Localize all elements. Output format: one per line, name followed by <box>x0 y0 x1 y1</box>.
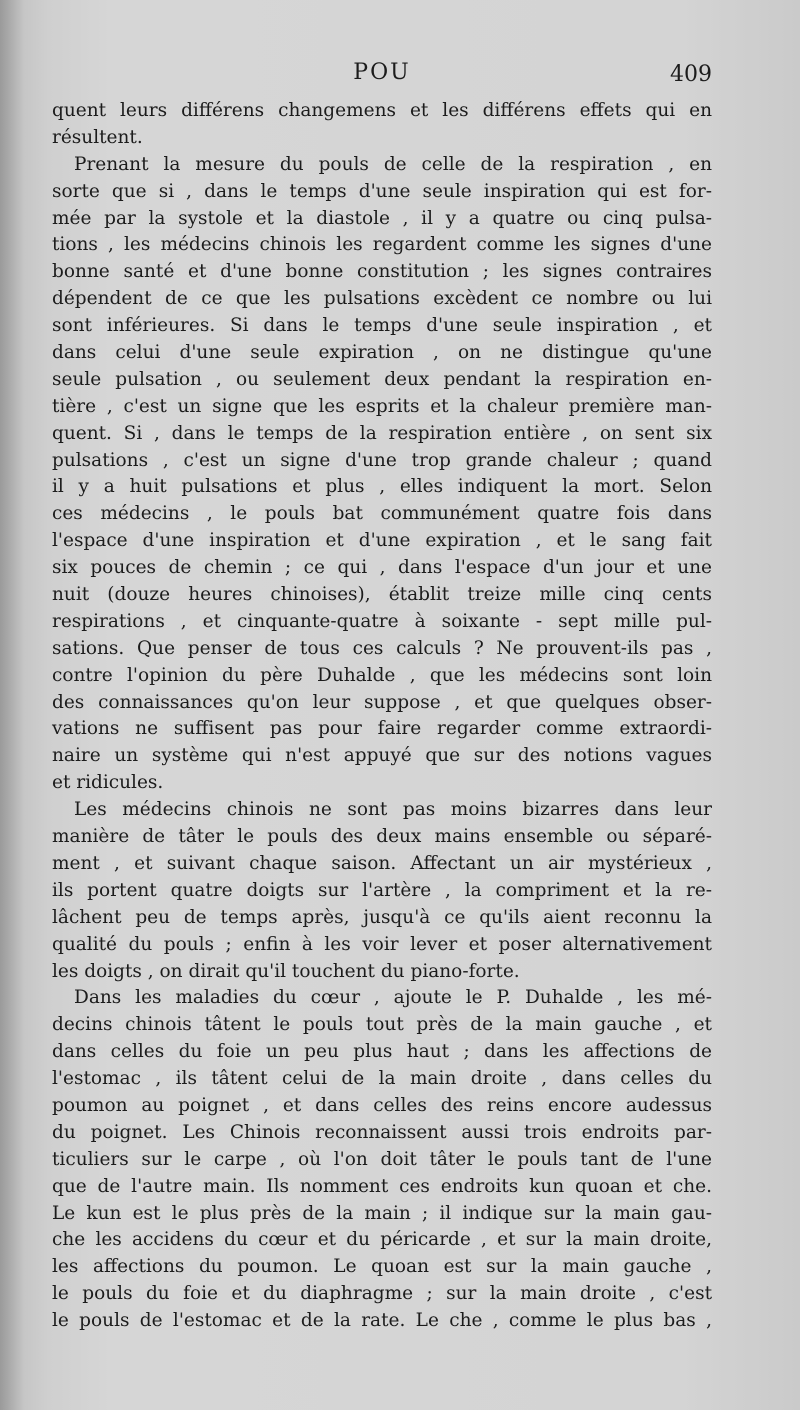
text-line: l'espace d'une inspiration et d'une expiration , et le sang fait <box>52 530 712 552</box>
text-line: que de l'autre main. Ils nomment ces endroits kun quoan et che. <box>52 1175 712 1197</box>
text-line: ment , et suivant chaque saison. Affectant un air mystérieux , <box>52 852 712 874</box>
text-line: le pouls du foie et du diaphragme ; sur la main droite , c'est <box>52 1283 712 1305</box>
text-line: contre l'opinion du père Duhalde , que les médecins sont loin <box>52 664 712 686</box>
text-line: et ridicules. <box>52 772 164 794</box>
text-line: des connaissances qu'on leur suppose , et que quelques obser- <box>52 691 712 713</box>
text-line: du poignet. Les Chinois reconnaissent aussi trois endroits par- <box>52 1121 712 1143</box>
text-line: decins chinois tâtent le pouls tout près de la main gauche , et <box>52 1014 712 1036</box>
text-line: ticuliers sur le carpe , où l'on doit tâter le pouls tant de l'une <box>52 1148 712 1170</box>
text-line: sations. Que penser de tous ces calculs ? Ne prouvent-ils pas , <box>52 637 712 659</box>
text-line: qualité du pouls ; enfin à les voir lever et poser alternativement <box>52 933 712 955</box>
text-line: Dans les maladies du cœur , ajoute le P. Duhalde , les mé- <box>74 987 712 1009</box>
text-line: dans celles du foie un peu plus haut ; dans les affections de <box>52 1041 712 1063</box>
text-line: manière de tâter le pouls des deux mains ensemble ou séparé- <box>52 826 712 848</box>
text-line: sont inférieures. Si dans le temps d'une seule inspiration , et <box>52 315 712 337</box>
text-line: Le kun est le plus près de la main ; il indique sur la main gau- <box>52 1202 712 1224</box>
text-line: six pouces de chemin ; ce qui , dans l'espace d'un jour et une <box>52 557 712 579</box>
text-line: mée par la systole et la diastole , il y a quatre ou cinq pulsa- <box>52 207 712 229</box>
text-line: ces médecins , le pouls bat communément quatre fois dans <box>52 503 712 525</box>
text-line: tière , c'est un signe que les esprits et la chaleur première man- <box>52 395 712 417</box>
text-line: seule pulsation , ou seulement deux pendant la respiration en- <box>52 368 712 390</box>
text-line: tions , les médecins chinois les regardent comme les signes d'une <box>52 234 712 256</box>
page-number: 409 <box>670 62 712 87</box>
text-line: poumon au poignet , et dans celles des reins encore audessus <box>52 1094 712 1116</box>
text-line: respirations , et cinquante-quatre à soixante - sept mille pul- <box>52 610 712 632</box>
text-line: pulsations , c'est un signe d'une trop grande chaleur ; quand <box>52 449 712 471</box>
text-line: quent. Si , dans le temps de la respiration entière , on sent six <box>52 422 712 444</box>
text-line: les doigts , on dirait qu'il touchent du piano-forte. <box>52 960 520 982</box>
text-line: naire un système qui n'est appuyé que sur des notions vagues <box>52 745 712 767</box>
text-line: il y a huit pulsations et plus , elles indiquent la mort. Selon <box>52 476 712 498</box>
text-line: ils portent quatre doigts sur l'artère , la compriment et la re- <box>52 879 712 901</box>
text-line: dans celui d'une seule expiration , on ne distingue qu'une <box>52 342 712 364</box>
text-line: dépendent de ce que les pulsations excèdent ce nombre ou lui <box>52 288 712 310</box>
text-line: sorte que si , dans le temps d'une seule inspiration qui est for- <box>52 180 712 202</box>
text-line: l'estomac , ils tâtent celui de la main droite , dans celles du <box>52 1068 712 1090</box>
running-head <box>52 60 712 94</box>
text-line: quent leurs différens changemens et les différens effets qui en <box>52 100 712 121</box>
text-line: vations ne suffisent pas pour faire regarder comme extraordi- <box>52 718 712 740</box>
running-title: POU <box>353 60 411 85</box>
text-body <box>52 98 712 1335</box>
text-line: le pouls de l'estomac et de la rate. Le che , comme le plus bas , <box>52 1310 712 1332</box>
text-line: les affections du poumon. Le quoan est sur la main gauche , <box>52 1256 712 1278</box>
text-line: bonne santé et d'une bonne constitution ; les signes contraires <box>52 261 712 283</box>
text-line: nuit (douze heures chinoises), établit treize mille cinq cents <box>52 584 712 606</box>
text-line: che les accidens du cœur et du péricarde , et sur la main droite, <box>52 1229 712 1251</box>
text-line: Les médecins chinois ne sont pas moins bizarres dans leur <box>74 799 712 821</box>
text-line: Prenant la mesure du pouls de celle de la respiration , en <box>74 153 712 175</box>
text-line: résultent. <box>52 126 143 148</box>
text-line: lâchent peu de temps après, jusqu'à ce qu'ils aient reconnu la <box>52 906 712 928</box>
